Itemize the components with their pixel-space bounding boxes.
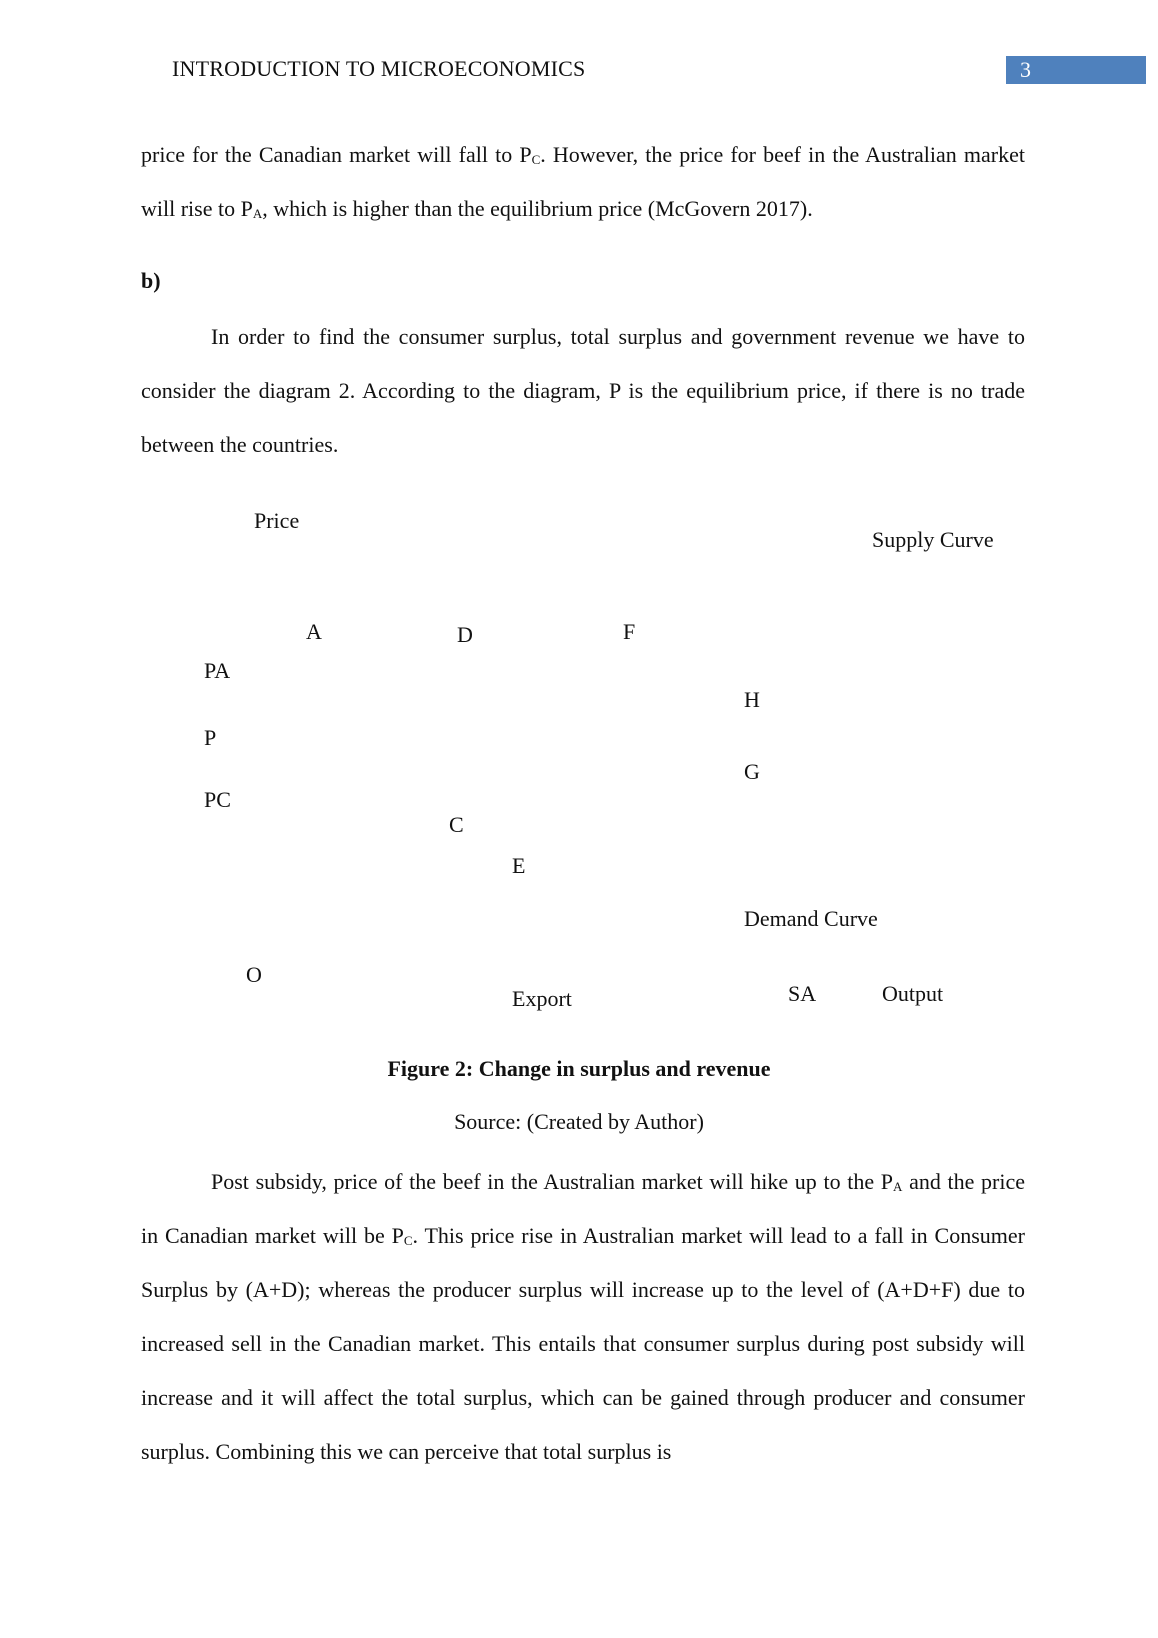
export-label: Export — [512, 986, 572, 1011]
page-number-badge — [1006, 56, 1146, 84]
subscript: C — [531, 152, 541, 167]
price-label-pc: PC — [204, 787, 231, 812]
paragraph-1-text — [141, 128, 1025, 236]
text-run: , which is higher than the equilibrium price (McGovern 2017). — [262, 196, 813, 221]
subscript: A — [252, 206, 263, 221]
running-head-title: INTRODUCTION TO MICROECONOMICS — [172, 56, 586, 81]
subscript: C — [403, 1233, 413, 1248]
text-run: Post subsidy, price of the beef in the Australian market will hike up to the P — [211, 1169, 894, 1194]
origin-label-o: O — [246, 962, 262, 987]
price-label-pa: PA — [204, 658, 231, 683]
region-label-a: A — [306, 619, 322, 644]
subscript: A — [893, 1179, 903, 1194]
paragraph-2 — [141, 310, 1025, 472]
text-run: . This price rise in Australian market will lead to a fall in Consumer Surplus by (A+D); whereas the producer surplus will increase up to the level of (A+D+F) due to increased sell in the Canadian market. This entails that consumer surplus during post subsidy will increase and it will affect the total surplus, which can be gained through producer and consumer surplus. Combining this we can perceive that total surplus is — [141, 1223, 1025, 1464]
paragraph-1 — [141, 128, 1025, 236]
text-run: and the price in Canadian market will be P — [141, 1169, 1026, 1248]
paragraph-3-text — [141, 1155, 1025, 1479]
text-run: market will rise to P — [141, 142, 1026, 221]
text-run: . However, the price for beef in the Australian — [540, 142, 957, 167]
point-label-g: G — [744, 759, 760, 784]
point-label-h: H — [744, 687, 760, 712]
region-label-f: F — [623, 619, 636, 644]
region-label-e: E — [512, 853, 526, 878]
sa-label: SA — [788, 981, 817, 1006]
region-label-c: C — [449, 812, 464, 837]
section-heading: b) — [141, 268, 161, 293]
figure-source: Source: (Created by Author) — [454, 1109, 704, 1134]
text-run: price for the Canadian market will fall to P — [141, 142, 532, 167]
supply-curve-label: Supply Curve — [872, 527, 994, 552]
demand-curve-label: Demand Curve — [744, 906, 878, 931]
axis-label-price: Price — [254, 508, 300, 533]
region-label-d: D — [457, 622, 473, 647]
page-number: 3 — [1020, 57, 1031, 82]
axis-label-output: Output — [882, 981, 944, 1006]
paragraph-2-text: In order to find the consumer surplus, total surplus and government revenue we have to consider the diagram 2. According to the diagram, P is the equilibrium price, if there is no trade between the countries. — [141, 324, 1025, 457]
price-label-p: P — [204, 725, 217, 750]
paragraph-3 — [141, 1155, 1025, 1479]
figure-caption: Figure 2: Change in surplus and revenue — [387, 1056, 771, 1081]
